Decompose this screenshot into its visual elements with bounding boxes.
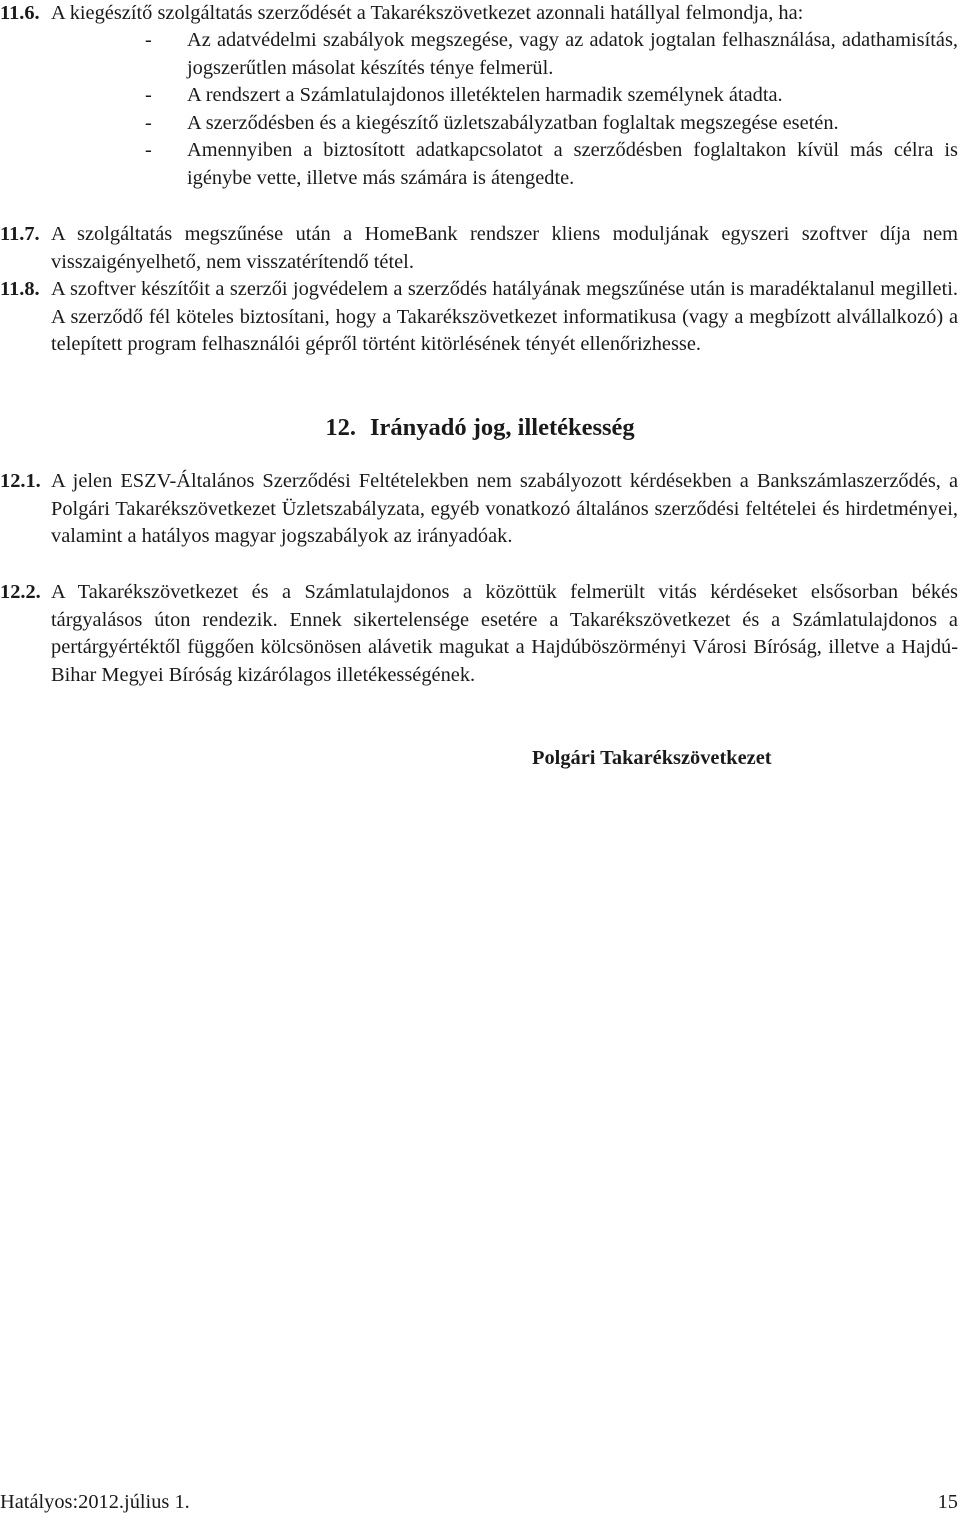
bullet-dash: - bbox=[145, 111, 152, 134]
section-title: Irányadó jog, illetékesség bbox=[369, 414, 635, 441]
clause-number: 11.6. bbox=[0, 2, 40, 24]
list-item-text: Az adatvédelmi szabályok megszegése, vagy az adatok jogtalan felhasználása, adathamisítás, jogszerűtlen másolat készítés ténye felmerül. bbox=[187, 29, 958, 79]
list-item-text: A rendszert a Számlatulajdonos illetéktelen harmadik személynek átadta. bbox=[187, 84, 783, 107]
bullet-dash: - bbox=[145, 84, 152, 107]
list-item bbox=[0, 82, 958, 110]
clause-number: 11.8. bbox=[0, 278, 40, 300]
clause-text: A kiegészítő szolgáltatás szerződését a Takarékszövetkezet azonnali hatállyal felmondja, ha: bbox=[51, 2, 804, 24]
signature-block: Polgári Takarékszövetkezet bbox=[532, 747, 772, 769]
list-item bbox=[0, 110, 958, 138]
list-item bbox=[0, 137, 958, 192]
clause-number: 12.1. bbox=[0, 470, 41, 492]
clause-text: A jelen ESZV-Általános Szerződési Feltételekben nem szabályozott kérdésekben a Bankszámlaszerződés, a Polgári Takarékszövetkezet Üzletszabályzata, egyéb vonatkozó általános szerződési feltételei és hirdetményei, valamint a hatályos magyar jogszabályok az irányadóak. bbox=[51, 470, 958, 548]
clause-text: A szolgáltatás megszűnése után a HomeBank rendszer kliens moduljának egyszeri szoftver díja nem visszaigényelhető, nem visszatérítendő tétel. bbox=[51, 223, 958, 273]
termination-conditions-list bbox=[0, 27, 958, 193]
clause-text: A szoftver készítőit a szerzői jogvédelem a szerződés hatályának megszűnése után is maradéktalanul megilleti. A szerződő fél köteles biztosítani, hogy a Takarékszövetkezet informatikusa (vagy a megbízott alvállalkozó) a telepített program felhasználói gépről történt kitörlésének tényét ellenőrizhesse. bbox=[51, 278, 958, 356]
bullet-dash: - bbox=[145, 29, 152, 51]
clause-11-6 bbox=[0, 0, 958, 28]
list-item-text: Amennyiben a biztosított adatkapcsolatot a szerződésben foglaltakon kívül más célra is igénybe vette, illetve más számára is átengedte. bbox=[187, 139, 958, 189]
clause-12-2 bbox=[0, 579, 958, 689]
list-item-text: A szerződésben és a kiegészítő üzletszabályzatban foglaltak megszegése esetén. bbox=[187, 111, 839, 134]
clause-number: 12.2. bbox=[0, 581, 41, 603]
effective-date: Hatályos:2012.július 1. bbox=[0, 1491, 190, 1513]
clause-11-8 bbox=[0, 276, 958, 359]
section-number: 12. bbox=[325, 414, 356, 441]
bullet-dash: - bbox=[145, 139, 152, 162]
page-number: 15 bbox=[937, 1491, 958, 1513]
clause-number: 11.7. bbox=[0, 223, 40, 245]
clause-11-7 bbox=[0, 221, 958, 276]
clause-12-1 bbox=[0, 468, 958, 551]
section-heading bbox=[0, 412, 960, 444]
list-item bbox=[0, 27, 958, 82]
clause-text: A Takarékszövetkezet és a Számlatulajdonos a közöttük felmerült vitás kérdéseket elsősorban békés tárgyalásos úton rendezik. Ennek sikertelensége esetére a Takarékszövetkezet és a Számlatulajdonos a pertárgyértéktől függően kölcsönösen alávetik magukat a Hajdúböszörményi Városi Bíróság, illetve a Hajdú-Bihar Megyei Bíróság kizárólagos illetékességének. bbox=[51, 581, 958, 686]
